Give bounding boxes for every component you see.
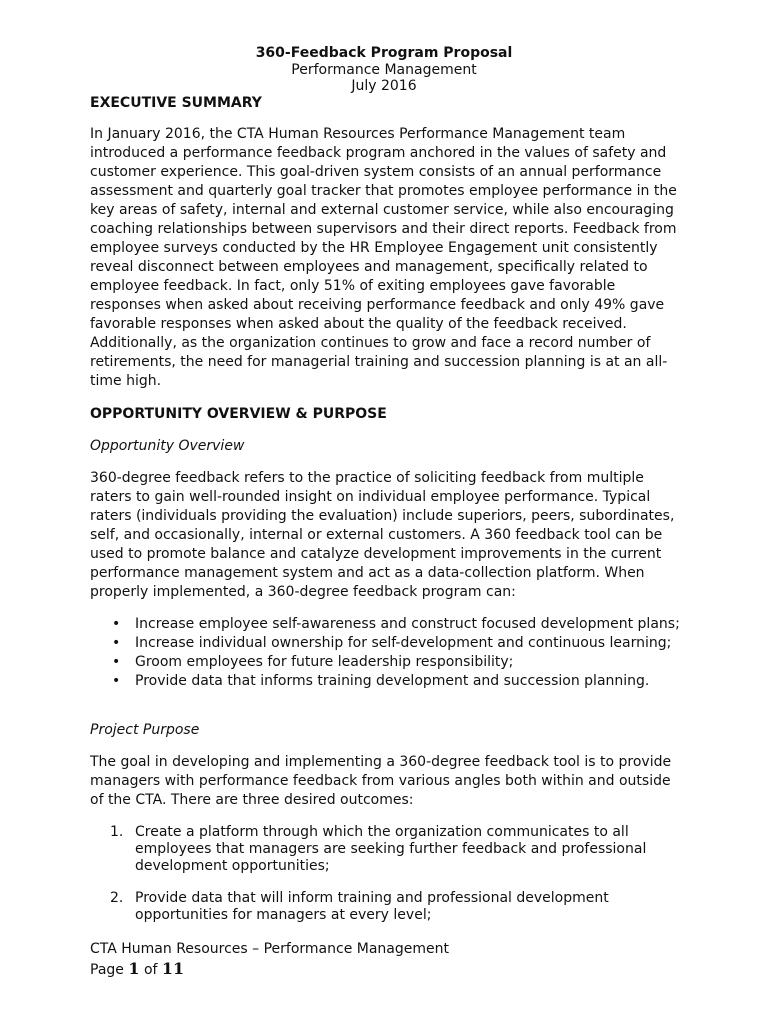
- list-item-line: employees that managers are seeking further feedback and professional: [135, 841, 647, 857]
- list-item: [90, 634, 690, 653]
- paragraph-line: In January 2016, the CTA Human Resources Performance Management team: [90, 126, 626, 142]
- list-item-text: Groom employees for future leadership responsibility;: [135, 654, 514, 670]
- purpose-body: [90, 753, 690, 810]
- list-item-line: opportunities for managers at every level;: [135, 907, 432, 923]
- paragraph-line: favorable responses when asked about the quality of the feedback received.: [90, 316, 627, 332]
- page-footer: [90, 940, 449, 980]
- opportunity-body: [90, 469, 690, 602]
- paragraph-line: performance management system and act as a data-collection platform. When: [90, 565, 645, 581]
- outcomes-list: [90, 890, 690, 924]
- bullet-icon: •: [112, 654, 121, 670]
- page-number: 1: [128, 959, 140, 978]
- document-date: July 2016: [351, 78, 417, 94]
- paragraph-line: coaching relationships between supervisors and their direct reports. Feedback from: [90, 221, 677, 237]
- list-item-text: Increase employee self-awareness and construct focused development plans;: [135, 616, 680, 632]
- page-word: Page: [90, 962, 124, 978]
- executive-summary-heading-block: [90, 94, 690, 113]
- opportunity-subheading: Opportunity Overview: [90, 438, 245, 454]
- paragraph-line: retirements, the need for managerial training and succession planning is at an all-: [90, 354, 668, 370]
- outcome-1-block: [90, 824, 690, 875]
- list-item: [90, 615, 690, 634]
- paragraph-line: of the CTA. There are three desired outcomes:: [90, 792, 414, 808]
- executive-summary-body: [90, 125, 690, 391]
- list-item: [90, 653, 690, 672]
- paragraph-line: used to promote balance and catalyze development improvements in the current: [90, 546, 662, 562]
- document-title: 360-Feedback Program Proposal: [255, 45, 513, 61]
- opportunity-heading-block: [90, 405, 690, 424]
- benefits-list: [90, 615, 690, 691]
- paragraph-line: reveal disconnect between employees and management, specifically related to: [90, 259, 648, 275]
- paragraph-line: 360-degree feedback refers to the practice of soliciting feedback from multiple: [90, 470, 644, 486]
- paragraph-line: managers with performance feedback from various angles both within and outside: [90, 773, 671, 789]
- list-item-text: Provide data that informs training development and succession planning.: [135, 673, 650, 689]
- opportunity-heading: OPPORTUNITY OVERVIEW & PURPOSE: [90, 406, 387, 422]
- department-label: Performance Management: [291, 62, 477, 78]
- title-block: [0, 44, 768, 94]
- page-total: 11: [161, 959, 185, 978]
- paragraph-line: key areas of safety, internal and external customer service, while also encouraging: [90, 202, 674, 218]
- paragraph-line: raters (individuals providing the evaluation) include superiors, peers, subordinates,: [90, 508, 675, 524]
- list-item-line: Provide data that will inform training and professional development: [135, 890, 609, 906]
- bullet-icon: •: [112, 635, 121, 651]
- bullet-icon: •: [112, 673, 121, 689]
- paragraph-line: customer experience. This goal-driven system consists of an annual performance: [90, 164, 662, 180]
- list-item-text: Increase individual ownership for self-development and continuous learning;: [135, 635, 672, 651]
- list-item: [90, 672, 690, 691]
- paragraph-line: employee surveys conducted by the HR Employee Engagement unit consistently: [90, 240, 658, 256]
- outcome-2-block: [90, 890, 690, 924]
- of-word: of: [143, 962, 158, 978]
- paragraph-line: employee feedback. In fact, only 51% of exiting employees gave favorable: [90, 278, 616, 294]
- list-item-line: development opportunities;: [135, 858, 330, 874]
- paragraph-line: time high.: [90, 373, 162, 389]
- paragraph-line: Additionally, as the organization continues to grow and face a record number of: [90, 335, 651, 351]
- paragraph-line: assessment and quarterly goal tracker that promotes employee performance in the: [90, 183, 677, 199]
- benefits-list-block: [90, 615, 690, 691]
- paragraph-line: introduced a performance feedback program anchored in the values of safety and: [90, 145, 667, 161]
- footer-org: CTA Human Resources – Performance Management: [90, 941, 449, 957]
- list-number: 2.: [110, 890, 124, 906]
- outcomes-list: [90, 824, 690, 875]
- opportunity-subheading-block: [90, 437, 690, 456]
- executive-summary-heading: EXECUTIVE SUMMARY: [90, 95, 262, 111]
- list-item: [90, 890, 690, 924]
- paragraph-line: raters to gain well-rounded insight on individual employee performance. Typical: [90, 489, 651, 505]
- paragraph-line: properly implemented, a 360-degree feedback program can:: [90, 584, 516, 600]
- purpose-subheading: Project Purpose: [90, 722, 200, 738]
- list-item-line: Create a platform through which the organization communicates to all: [135, 824, 629, 840]
- bullet-icon: •: [112, 616, 121, 632]
- list-item: [90, 824, 690, 875]
- page-indicator: [90, 959, 449, 980]
- paragraph-line: responses when asked about receiving performance feedback and only 49% gave: [90, 297, 665, 313]
- purpose-subheading-block: [90, 721, 690, 740]
- paragraph-line: self, and occasionally, internal or external customers. A 360 feedback tool can be: [90, 527, 663, 543]
- list-number: 1.: [110, 824, 124, 840]
- paragraph-line: The goal in developing and implementing a 360-degree feedback tool is to provide: [90, 754, 672, 770]
